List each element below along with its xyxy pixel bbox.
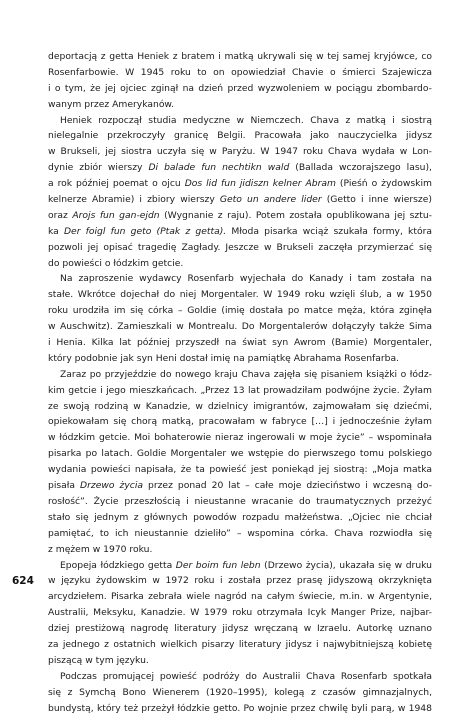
text-run: (Getto i inne wiersze) [321, 194, 432, 206]
text-line [48, 399, 432, 415]
text-line [48, 589, 432, 605]
text-line [48, 303, 432, 319]
text-run: arcydziełem. Pisarka zebrała wiele nagród na całym świecie, m.in. w Argentynie, [48, 591, 432, 603]
text-run: kim getcie i jego mieszkańcach. „Przez 13 lat prowadziłam podwójne życie. Żyłam [48, 384, 432, 396]
text-line [48, 65, 432, 81]
text-line [48, 256, 432, 272]
text-line [48, 271, 432, 287]
text-line [48, 224, 432, 240]
text-line [48, 637, 432, 653]
text-line [48, 478, 432, 494]
text-run: a rok później poemat o ojcu [48, 178, 185, 190]
text-run: (Ballada wczorajszego lasu), [289, 162, 432, 174]
text-run: z mężem w 1970 roku. [48, 543, 153, 555]
text-run: piszącą w tym języku. [48, 654, 149, 666]
text-line [48, 287, 432, 303]
text-line [48, 462, 432, 478]
text-line [48, 113, 432, 129]
text-line [48, 49, 432, 65]
text-line [48, 97, 432, 113]
text-run: Epopeja łódzkiego getta [60, 559, 176, 571]
text-run: który podobnie jak syn Heni dostał imię na pamiątkę Abrahama Rosenfarba. [48, 352, 400, 364]
text-run: (Drzewo życia), ukazała się w druku [260, 559, 432, 571]
text-run: pozwoli jej opisać tragedię Zagłady. Jeszcze w Brukseli zaczęła przymierzać się [48, 241, 432, 253]
text-run: ka [48, 225, 64, 237]
text-run: i o tym, że jej ojciec zginął na dzień przed wyzwoleniem w pociągu zbombardo- [48, 82, 432, 94]
text-line [48, 526, 432, 542]
text-run: Zaraz po przyjeździe do nowego kraju Chava zajęła się pisaniem książki o łódz- [60, 368, 432, 380]
text-run: Na zaproszenie wydawcy Rosenfarb wyjechała do Kanady i tam została na [60, 273, 432, 285]
text-line [48, 669, 432, 685]
text-run: deportacją z getta Heniek z bratem i matką ukrywali się w tej samej kryjówce, co [48, 51, 432, 62]
text-line [48, 685, 432, 701]
text-line [48, 701, 432, 716]
text-run: wanym przez Amerykanów. [48, 98, 175, 110]
text-line [48, 160, 432, 176]
text-run: (Pieśń o żydowskim [335, 178, 432, 190]
text-run: w Auschwitz). Zamieszkali w Montrealu. Do Morgentalerów dołączyły także Sima [48, 321, 432, 333]
text-line [48, 653, 432, 669]
text-line [48, 319, 432, 335]
italic-title: Geto un andere lider [219, 194, 322, 206]
italic-title: Drzewo życia [80, 480, 143, 492]
italic-title: Der foigl fun geto (Ptak z getta). [63, 225, 227, 237]
text-line [48, 383, 432, 399]
text-run: za jednego z ostatnich wielkich pisarzy literatury jidysz i najwybitniejszą kobietę [48, 638, 432, 650]
text-run: nielegalnie przekroczyły granicę Belgii. Pracowała jako nauczycielka jidysz [48, 130, 432, 142]
text-run: ze swoją rodziną w Kanadzie, w dzielnicy imigrantów, zajmowałam się dziećmi, [48, 400, 432, 412]
text-line [48, 494, 432, 510]
text-line [48, 573, 432, 589]
text-line [48, 558, 432, 574]
text-run: w Brukseli, jej siostra uczyła się w Paryżu. W 1947 roku Chava wydała w Lon- [48, 146, 432, 158]
text-run: dziej prestiżową nagrodę literatury jidysz wręczaną w Izraelu. Autorkę uznano [48, 623, 432, 635]
text-line [48, 128, 432, 144]
text-run: i Henia. Kilka lat później przyszedł na świat syn Awrom (Bamie) Morgentaler, [48, 337, 432, 349]
text-line [48, 605, 432, 621]
text-run: pamiętać, to ich nieustannie dzieliło” – wspomina córka. Chava rozwiodła się [48, 527, 432, 539]
text-run: dynie zbiór wierszy [48, 162, 149, 174]
text-run: Rosenfarbowie. W 1945 roku to on opowiedział Chavie o śmierci Szajewicza [48, 66, 432, 78]
text-run: kelnerze Abramie) i zbiory wierszy [48, 194, 220, 206]
text-run: bundystą, który też przeżył łódzkie getto. Po wojnie przez chwilę byli parą, w 1948 [48, 702, 432, 714]
italic-title: Dos lid fun jidiszn kelner Abram [184, 178, 336, 190]
text-run: stało się jednym z głównych powodów rozpadu małżeństwa. „Ojciec nie chciał [48, 511, 432, 523]
text-run: pisarka po latach. Goldie Morgentaler we wstępie do pierwszego tomu polskiego [48, 448, 432, 460]
text-line [48, 208, 432, 224]
text-line [48, 144, 432, 160]
text-line [48, 414, 432, 430]
text-run: roku urodziła im się córka – Goldie (imię dostała po matce męża, która zginęła [48, 305, 432, 317]
italic-title: Der boim fun lebn [175, 559, 261, 571]
text-line [48, 240, 432, 256]
text-run: oraz [48, 209, 73, 221]
text-run: w łódzkim getcie. Moi bohaterowie nieraz ingerowali w moje życie” – wspominała [48, 432, 432, 444]
text-line [48, 621, 432, 637]
text-line [48, 367, 432, 383]
text-run: pisała [48, 480, 81, 492]
text-line [48, 351, 432, 367]
text-run: opiekowałam się chorą matką, pracowałam w fabryce […] i jednocześnie żyłam [48, 416, 432, 428]
text-run: w języku żydowskim w 1972 roku i została przez prasę jidyszową okrzyknięta [48, 575, 432, 587]
text-run: przez ponad 20 lat – całe moje dzieciństwo i wczesną do- [143, 480, 432, 492]
text-line [48, 176, 432, 192]
text-run: Młoda pisarka wciąż szukała formy, która [226, 225, 432, 237]
text-run: do powieści o łódzkim getcie. [48, 257, 184, 269]
text-line [48, 192, 432, 208]
text-line [48, 81, 432, 97]
text-run: Podczas promującej powieść podróży do Australii Chava Rosenfarb spotkała [60, 670, 432, 682]
text-run: rosłość”. Życie przeszłością i nieustanne wracanie do traumatycznych przeżyć [48, 495, 432, 507]
text-run: Australii, Meksyku, Kanadzie. W 1979 roku otrzymała Icyk Manger Prize, najbar- [48, 607, 432, 619]
body-text [48, 49, 432, 716]
text-line [48, 430, 432, 446]
text-run: stałe. Wkrótce dojechał do niej Morgentaler. W 1949 roku wzięli ślub, a w 1950 [48, 289, 432, 301]
text-run: (Wygnanie z raju). Potem została opublikowana jej sztu- [159, 209, 432, 221]
italic-title: Di balade fun nechtikn wald [148, 162, 290, 174]
text-run: wydania powieści napisała, że ta powieść jest poniekąd jej siostrą: „Moja matka [48, 464, 432, 476]
text-line [48, 510, 432, 526]
text-line [48, 446, 432, 462]
italic-title: Arojs fun gan-ejdn [72, 209, 160, 221]
page-number: 624 [12, 575, 34, 587]
text-line [48, 335, 432, 351]
text-line [48, 542, 432, 558]
text-run: Heniek rozpoczął studia medyczne w Niemczech. Chava z matką i siostrą [60, 114, 432, 126]
text-run: się z Symchą Bono Wienerem (1920–1995), kolegą z czasów gimnazjalnych, [48, 686, 432, 698]
